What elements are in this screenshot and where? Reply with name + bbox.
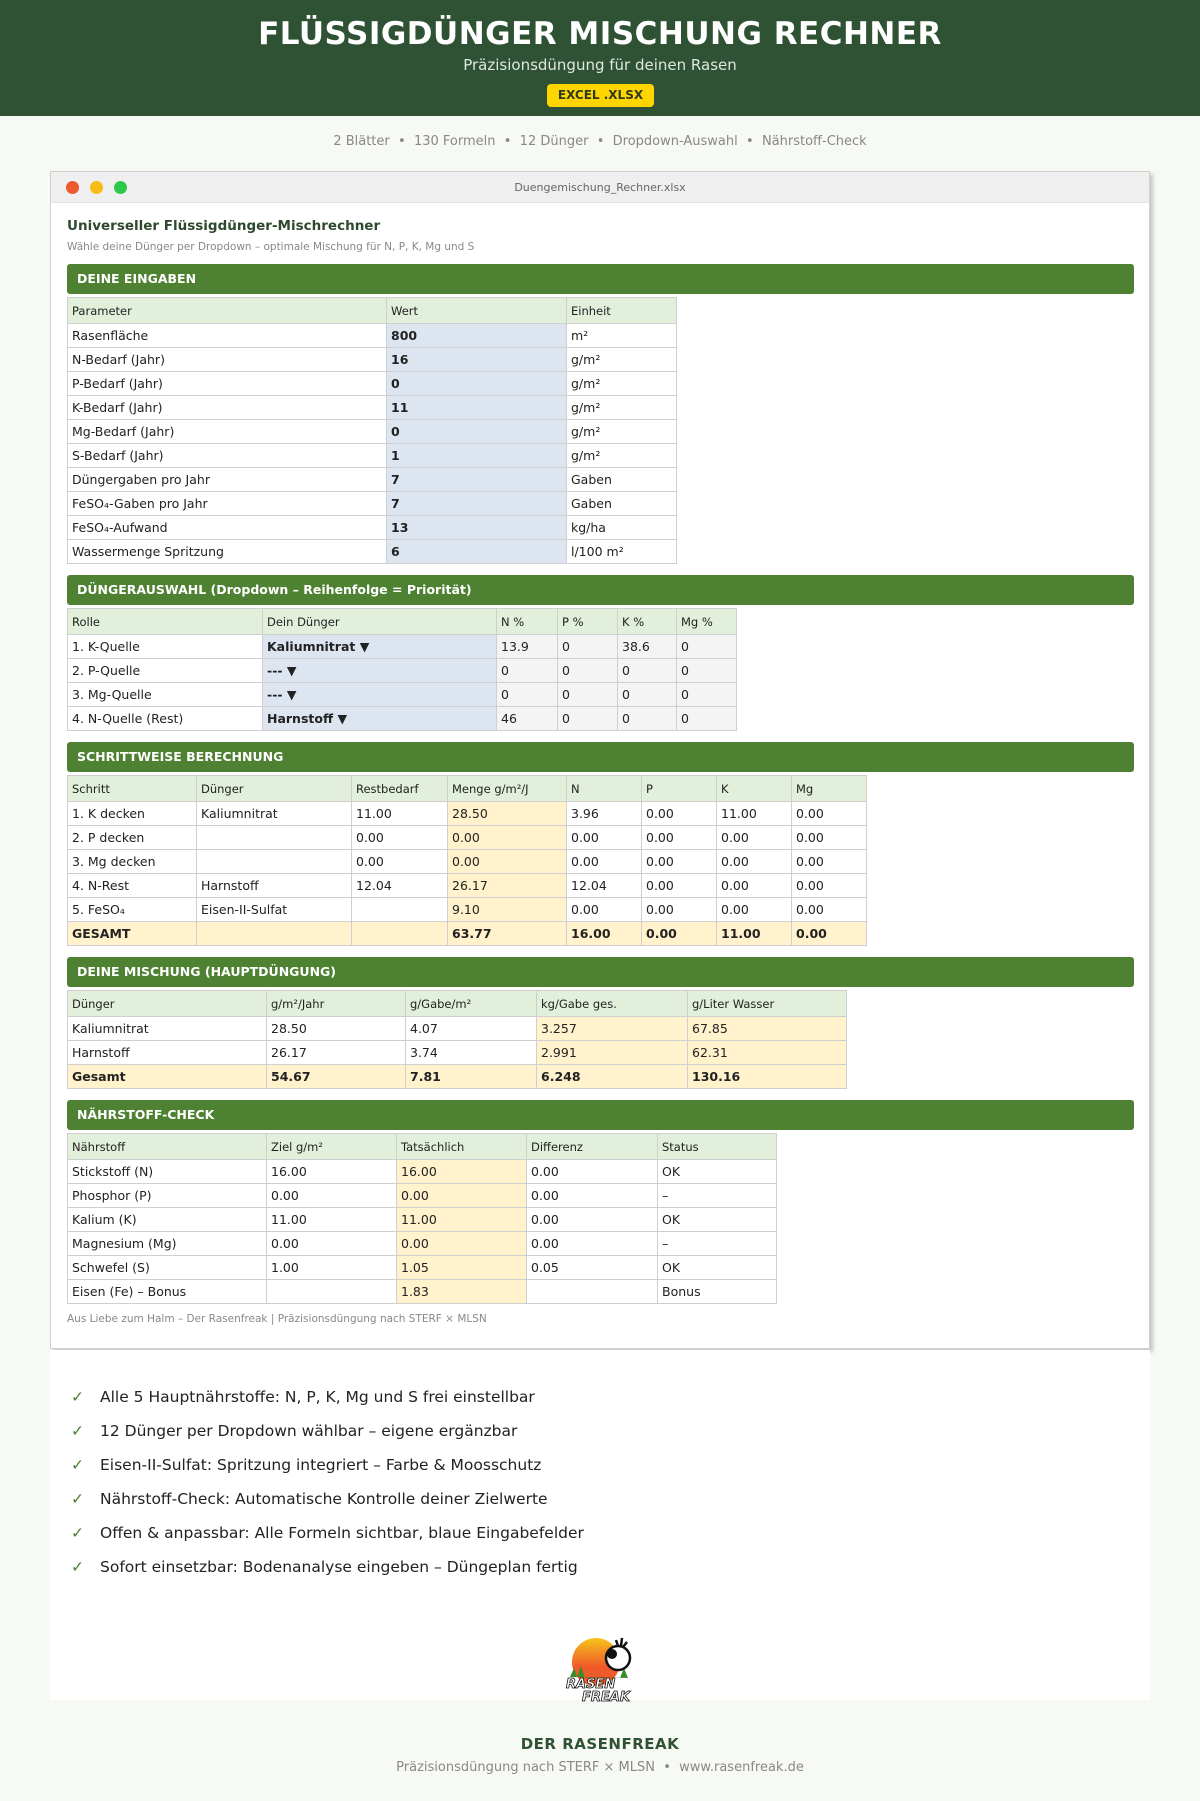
window-titlebar bbox=[51, 172, 1149, 203]
fertilizer-dropdown[interactable]: Kaliumnitrat ▼ bbox=[263, 635, 497, 659]
table-cell: 54.67 bbox=[267, 1065, 406, 1089]
table-duengerauswahl bbox=[67, 608, 737, 731]
column-header: Dünger bbox=[197, 776, 352, 802]
table-cell: 0.05 bbox=[527, 1256, 658, 1280]
table-cell: g/m² bbox=[567, 396, 677, 420]
table-cell: Phosphor (P) bbox=[68, 1184, 267, 1208]
feature-text: Sofort einsetzbar: Bodenanalyse eingeben – Düngeplan fertig bbox=[100, 1558, 578, 1576]
table-row bbox=[68, 540, 677, 564]
table-cell: Eisen-II-Sulfat bbox=[197, 898, 352, 922]
table-row bbox=[68, 1232, 777, 1256]
table-cell: Rasenfläche bbox=[68, 324, 387, 348]
table-cell: Harnstoff bbox=[197, 874, 352, 898]
table-row bbox=[68, 874, 867, 898]
table-cell: 12.04 bbox=[352, 874, 448, 898]
column-header: g/Gabe/m² bbox=[406, 991, 537, 1017]
column-header: Parameter bbox=[68, 298, 387, 324]
table-cell: 46 bbox=[497, 707, 558, 731]
input-cell[interactable]: 1 bbox=[387, 444, 567, 468]
table-row bbox=[68, 324, 677, 348]
input-cell[interactable]: 13 bbox=[387, 516, 567, 540]
input-cell[interactable]: 7 bbox=[387, 492, 567, 516]
table-cell: g/m² bbox=[567, 444, 677, 468]
fertilizer-dropdown[interactable]: --- ▼ bbox=[263, 683, 497, 707]
table-cell: 0.00 bbox=[567, 850, 642, 874]
table-naehrstoff-check bbox=[67, 1133, 777, 1304]
table-cell: 0.00 bbox=[792, 850, 867, 874]
table-cell: 11.00 bbox=[267, 1208, 397, 1232]
table-cell: kg/ha bbox=[567, 516, 677, 540]
check-icon: ✓ bbox=[71, 1558, 84, 1576]
table-cell: – bbox=[658, 1232, 777, 1256]
table-row bbox=[68, 516, 677, 540]
table-cell: 11.00 bbox=[717, 922, 792, 946]
input-cell[interactable]: 0 bbox=[387, 420, 567, 444]
table-cell: 0.00 bbox=[527, 1184, 658, 1208]
table-cell: Stickstoff (N) bbox=[68, 1160, 267, 1184]
table-header-row bbox=[68, 609, 737, 635]
column-header: N bbox=[567, 776, 642, 802]
table-row bbox=[68, 683, 737, 707]
feature-text: Alle 5 Hauptnährstoffe: N, P, K, Mg und S frei einstellbar bbox=[100, 1388, 535, 1406]
table-cell: 0.00 bbox=[352, 826, 448, 850]
column-header: Differenz bbox=[527, 1134, 658, 1160]
table-row bbox=[68, 348, 677, 372]
table-cell: 0 bbox=[677, 659, 737, 683]
table-cell: l/100 m² bbox=[567, 540, 677, 564]
table-cell: 2. P decken bbox=[68, 826, 197, 850]
table-cell: 38.6 bbox=[618, 635, 677, 659]
table-cell: 3.74 bbox=[406, 1041, 537, 1065]
section-header-mischung: DEINE MISCHUNG (HAUPTDÜNGUNG) bbox=[67, 957, 1134, 987]
section-header-duengerauswahl: DÜNGERAUSWAHL (Dropdown – Reihenfolge = Priorität) bbox=[67, 575, 1134, 605]
table-cell: N-Bedarf (Jahr) bbox=[68, 348, 387, 372]
table-cell: 5. FeSO₄ bbox=[68, 898, 197, 922]
check-icon: ✓ bbox=[71, 1388, 84, 1406]
column-header: Nährstoff bbox=[68, 1134, 267, 1160]
page-subtitle: Präzisionsdüngung für deinen Rasen bbox=[463, 56, 737, 74]
table-cell: 0.00 bbox=[448, 850, 567, 874]
table-cell: 0.00 bbox=[397, 1232, 527, 1256]
table-cell: Bonus bbox=[658, 1280, 777, 1304]
table-cell: 0 bbox=[558, 683, 618, 707]
table-cell: g/m² bbox=[567, 348, 677, 372]
table-cell: K-Bedarf (Jahr) bbox=[68, 396, 387, 420]
table-cell: 3.257 bbox=[537, 1017, 688, 1041]
feature-item bbox=[71, 1388, 535, 1406]
table-row bbox=[68, 396, 677, 420]
column-header: Mg bbox=[792, 776, 867, 802]
table-row bbox=[68, 1184, 777, 1208]
table-cell: Schwefel (S) bbox=[68, 1256, 267, 1280]
feature-item bbox=[71, 1422, 517, 1440]
column-header: Dünger bbox=[68, 991, 267, 1017]
table-cell: Magnesium (Mg) bbox=[68, 1232, 267, 1256]
table-cell: 1. K decken bbox=[68, 802, 197, 826]
table-cell: 0.00 bbox=[527, 1208, 658, 1232]
column-header: P bbox=[642, 776, 717, 802]
input-cell[interactable]: 800 bbox=[387, 324, 567, 348]
table-cell: 28.50 bbox=[267, 1017, 406, 1041]
table-cell bbox=[352, 922, 448, 946]
table-row bbox=[68, 1256, 777, 1280]
table-cell: 3.96 bbox=[567, 802, 642, 826]
table-cell: 0.00 bbox=[792, 826, 867, 850]
table-row bbox=[68, 1208, 777, 1232]
table-cell: 9.10 bbox=[448, 898, 567, 922]
column-header: Restbedarf bbox=[352, 776, 448, 802]
total-row bbox=[68, 1065, 847, 1089]
feature-text: Nährstoff-Check: Automatische Kontrolle deiner Zielwerte bbox=[100, 1490, 548, 1508]
table-cell: Gesamt bbox=[68, 1065, 267, 1089]
table-row bbox=[68, 420, 677, 444]
stats-line: 2 Blätter • 130 Formeln • 12 Dünger • Dropdown-Auswahl • Nährstoff-Check bbox=[333, 134, 867, 149]
fertilizer-dropdown[interactable]: --- ▼ bbox=[263, 659, 497, 683]
table-row bbox=[68, 492, 677, 516]
table-cell: 1. K-Quelle bbox=[68, 635, 263, 659]
table-cell: 0 bbox=[618, 659, 677, 683]
table-cell: 0 bbox=[618, 707, 677, 731]
table-cell: 0.00 bbox=[717, 874, 792, 898]
table-row bbox=[68, 1280, 777, 1304]
page-title: FLÜSSIGDÜNGER MISCHUNG RECHNER bbox=[258, 16, 942, 52]
table-cell bbox=[197, 826, 352, 850]
input-cell[interactable]: 11 bbox=[387, 396, 567, 420]
page-header bbox=[0, 0, 1200, 116]
table-cell: 0.00 bbox=[527, 1232, 658, 1256]
table-cell: 62.31 bbox=[688, 1041, 847, 1065]
table-cell: 2.991 bbox=[537, 1041, 688, 1065]
fertilizer-dropdown[interactable]: Harnstoff ▼ bbox=[263, 707, 497, 731]
table-cell: g/m² bbox=[567, 420, 677, 444]
table-header-row bbox=[68, 776, 867, 802]
table-cell bbox=[352, 898, 448, 922]
table-cell: 0.00 bbox=[527, 1160, 658, 1184]
column-header: Mg % bbox=[677, 609, 737, 635]
table-cell: 7.81 bbox=[406, 1065, 537, 1089]
table-row bbox=[68, 1017, 847, 1041]
check-icon: ✓ bbox=[71, 1456, 84, 1474]
table-cell: 0.00 bbox=[717, 898, 792, 922]
table-cell: 0.00 bbox=[792, 898, 867, 922]
footer-line: Präzisionsdüngung nach STERF × MLSN • www.rasenfreak.de bbox=[396, 1760, 804, 1775]
table-cell: P-Bedarf (Jahr) bbox=[68, 372, 387, 396]
table-cell: 16.00 bbox=[397, 1160, 527, 1184]
input-cell[interactable]: 0 bbox=[387, 372, 567, 396]
column-header: Rolle bbox=[68, 609, 263, 635]
rasenfreak-logo bbox=[560, 1632, 644, 1704]
table-cell bbox=[527, 1280, 658, 1304]
table-cell: – bbox=[658, 1184, 777, 1208]
table-cell: 0.00 bbox=[717, 850, 792, 874]
table-cell: 0 bbox=[618, 683, 677, 707]
table-row bbox=[68, 468, 677, 492]
table-cell: 130.16 bbox=[688, 1065, 847, 1089]
svg-text:FREAK: FREAK bbox=[582, 1690, 630, 1704]
table-cell: 28.50 bbox=[448, 802, 567, 826]
table-cell: Kaliumnitrat bbox=[197, 802, 352, 826]
footer-brand: DER RASENFREAK bbox=[520, 1735, 680, 1753]
table-cell: 2. P-Quelle bbox=[68, 659, 263, 683]
table-cell: 0 bbox=[558, 635, 618, 659]
table-cell: 0.00 bbox=[567, 826, 642, 850]
table-cell: 3. Mg-Quelle bbox=[68, 683, 263, 707]
table-cell: 0.00 bbox=[567, 898, 642, 922]
table-cell: 4. N-Quelle (Rest) bbox=[68, 707, 263, 731]
feature-item bbox=[71, 1456, 541, 1474]
table-row bbox=[68, 898, 867, 922]
column-header: P % bbox=[558, 609, 618, 635]
column-header: Einheit bbox=[567, 298, 677, 324]
column-header: g/Liter Wasser bbox=[688, 991, 847, 1017]
table-row bbox=[68, 802, 867, 826]
column-header: Tatsächlich bbox=[397, 1134, 527, 1160]
table-cell bbox=[267, 1280, 397, 1304]
table-row bbox=[68, 826, 867, 850]
table-cell: 0.00 bbox=[642, 850, 717, 874]
table-cell: 16.00 bbox=[567, 922, 642, 946]
column-header: Status bbox=[658, 1134, 777, 1160]
table-header-row bbox=[68, 298, 677, 324]
table-berechnung bbox=[67, 775, 867, 946]
table-row bbox=[68, 707, 737, 731]
column-header: Dein Dünger bbox=[263, 609, 497, 635]
feature-item bbox=[71, 1558, 578, 1576]
table-cell: 0 bbox=[677, 683, 737, 707]
total-row bbox=[68, 922, 867, 946]
table-cell: Wassermenge Spritzung bbox=[68, 540, 387, 564]
table-row bbox=[68, 372, 677, 396]
table-cell: 0.00 bbox=[352, 850, 448, 874]
table-cell: m² bbox=[567, 324, 677, 348]
table-cell: 0.00 bbox=[642, 802, 717, 826]
column-header: Menge g/m²/J bbox=[448, 776, 567, 802]
table-cell: 4. N-Rest bbox=[68, 874, 197, 898]
table-header-row bbox=[68, 991, 847, 1017]
table-row bbox=[68, 659, 737, 683]
table-cell: 0 bbox=[497, 683, 558, 707]
column-header: g/m²/Jahr bbox=[267, 991, 406, 1017]
table-cell: Mg-Bedarf (Jahr) bbox=[68, 420, 387, 444]
table-cell bbox=[197, 922, 352, 946]
table-cell: 0.00 bbox=[267, 1184, 397, 1208]
table-cell: 16.00 bbox=[267, 1160, 397, 1184]
check-icon: ✓ bbox=[71, 1524, 84, 1542]
table-cell: 12.04 bbox=[567, 874, 642, 898]
table-row bbox=[68, 635, 737, 659]
table-cell: g/m² bbox=[567, 372, 677, 396]
column-header: Wert bbox=[387, 298, 567, 324]
sheet-footer: Aus Liebe zum Halm – Der Rasenfreak | Präzisionsdüngung nach STERF × MLSN bbox=[67, 1313, 487, 1325]
feature-text: 12 Dünger per Dropdown wählbar – eigene ergänzbar bbox=[100, 1422, 518, 1440]
table-cell: 1.05 bbox=[397, 1256, 527, 1280]
table-cell: Düngergaben pro Jahr bbox=[68, 468, 387, 492]
table-row bbox=[68, 1160, 777, 1184]
table-cell: 4.07 bbox=[406, 1017, 537, 1041]
table-cell bbox=[197, 850, 352, 874]
table-cell: 0.00 bbox=[717, 826, 792, 850]
table-eingaben bbox=[67, 297, 677, 564]
column-header: Ziel g/m² bbox=[267, 1134, 397, 1160]
table-row bbox=[68, 850, 867, 874]
sheet-title: Universeller Flüssigdünger-Mischrechner bbox=[67, 218, 381, 234]
table-cell: 0 bbox=[677, 635, 737, 659]
table-cell: 0.00 bbox=[642, 826, 717, 850]
input-cell[interactable]: 16 bbox=[387, 348, 567, 372]
table-cell: 0.00 bbox=[642, 874, 717, 898]
table-row bbox=[68, 444, 677, 468]
table-cell: Kaliumnitrat bbox=[68, 1017, 267, 1041]
table-cell: S-Bedarf (Jahr) bbox=[68, 444, 387, 468]
table-cell: 0.00 bbox=[642, 898, 717, 922]
table-cell: 0.00 bbox=[792, 874, 867, 898]
sheet-subtitle: Wähle deine Dünger per Dropdown – optimale Mischung für N, P, K, Mg und S bbox=[67, 241, 475, 253]
column-header: K % bbox=[618, 609, 677, 635]
table-row bbox=[68, 1041, 847, 1065]
column-header: N % bbox=[497, 609, 558, 635]
table-cell: 0.00 bbox=[792, 802, 867, 826]
table-cell: 11.00 bbox=[352, 802, 448, 826]
table-cell: 13.9 bbox=[497, 635, 558, 659]
table-cell: 6.248 bbox=[537, 1065, 688, 1089]
input-cell[interactable]: 7 bbox=[387, 468, 567, 492]
feature-item bbox=[71, 1490, 548, 1508]
table-cell: 26.17 bbox=[267, 1041, 406, 1065]
feature-text: Offen & anpassbar: Alle Formeln sichtbar, blaue Eingabefelder bbox=[100, 1524, 584, 1542]
table-header-row bbox=[68, 1134, 777, 1160]
format-badge: EXCEL .XLSX bbox=[547, 84, 654, 107]
section-header-eingaben: DEINE EINGABEN bbox=[67, 264, 1134, 294]
feature-item bbox=[71, 1524, 584, 1542]
table-cell: 0 bbox=[558, 707, 618, 731]
check-icon: ✓ bbox=[71, 1422, 84, 1440]
table-cell: 0 bbox=[677, 707, 737, 731]
section-header-naehrstoff-check: NÄHRSTOFF-CHECK bbox=[67, 1100, 1134, 1130]
table-cell: 3. Mg decken bbox=[68, 850, 197, 874]
section-header-berechnung: SCHRITTWEISE BERECHNUNG bbox=[67, 742, 1134, 772]
table-cell: GESAMT bbox=[68, 922, 197, 946]
table-cell: 0.00 bbox=[267, 1232, 397, 1256]
feature-text: Eisen-II-Sulfat: Spritzung integriert – Farbe & Moosschutz bbox=[100, 1456, 542, 1474]
table-cell: 0.00 bbox=[792, 922, 867, 946]
table-cell: 0 bbox=[558, 659, 618, 683]
table-cell: FeSO₄-Gaben pro Jahr bbox=[68, 492, 387, 516]
table-cell: 11.00 bbox=[397, 1208, 527, 1232]
table-cell: 1.00 bbox=[267, 1256, 397, 1280]
input-cell[interactable]: 6 bbox=[387, 540, 567, 564]
column-header: kg/Gabe ges. bbox=[537, 991, 688, 1017]
table-cell: Eisen (Fe) – Bonus bbox=[68, 1280, 267, 1304]
column-header: Schritt bbox=[68, 776, 197, 802]
table-cell: 11.00 bbox=[717, 802, 792, 826]
table-cell: Kalium (K) bbox=[68, 1208, 267, 1232]
table-cell: 26.17 bbox=[448, 874, 567, 898]
table-cell: Gaben bbox=[567, 492, 677, 516]
table-cell: Harnstoff bbox=[68, 1041, 267, 1065]
window-filename: Duengemischung_Rechner.xlsx bbox=[514, 181, 686, 194]
table-cell: FeSO₄-Aufwand bbox=[68, 516, 387, 540]
table-cell: 0.00 bbox=[397, 1184, 527, 1208]
table-cell: OK bbox=[658, 1256, 777, 1280]
table-cell: OK bbox=[658, 1208, 777, 1232]
svg-text:RASEN: RASEN bbox=[566, 1677, 616, 1692]
table-mischung bbox=[67, 990, 847, 1089]
check-icon: ✓ bbox=[71, 1490, 84, 1508]
table-cell: OK bbox=[658, 1160, 777, 1184]
table-cell: 1.83 bbox=[397, 1280, 527, 1304]
table-cell: 67.85 bbox=[688, 1017, 847, 1041]
table-cell: 0.00 bbox=[642, 922, 717, 946]
table-cell: 0.00 bbox=[448, 826, 567, 850]
table-cell: 0 bbox=[497, 659, 558, 683]
table-cell: Gaben bbox=[567, 468, 677, 492]
column-header: K bbox=[717, 776, 792, 802]
table-cell: 63.77 bbox=[448, 922, 567, 946]
